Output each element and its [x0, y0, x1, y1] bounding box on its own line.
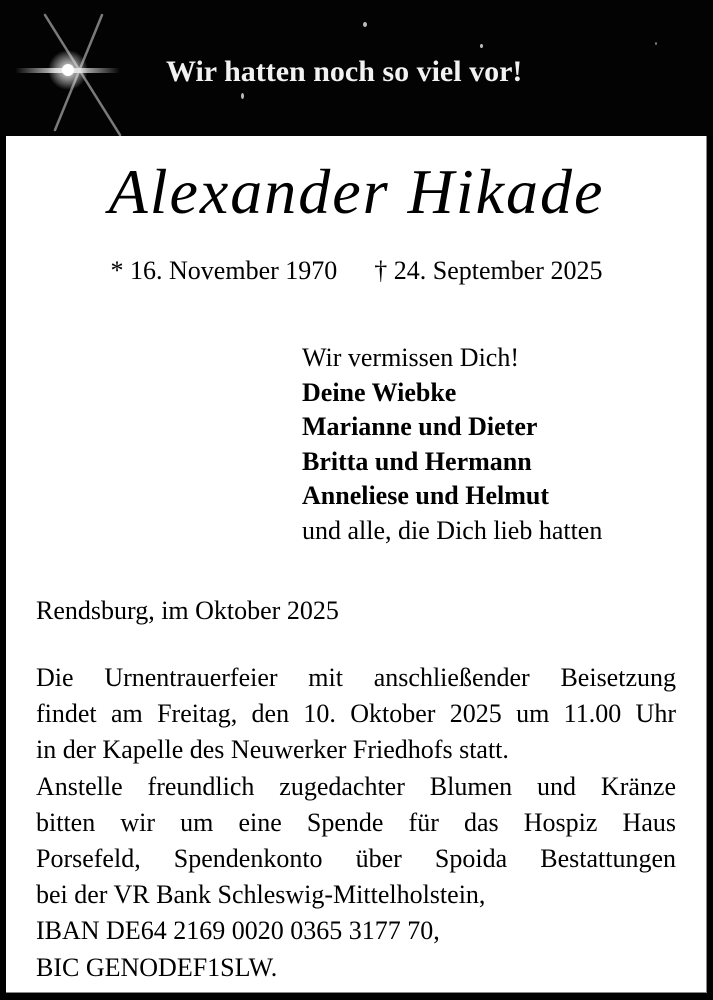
header-banner — [0, 0, 713, 136]
sparkle-star-icon — [10, 10, 150, 136]
star-dot — [241, 93, 244, 99]
star-dot — [480, 44, 483, 48]
info-line: in der Kapelle des Neuwerker Friedhofs statt. — [36, 735, 509, 765]
dagger-icon: † — [374, 256, 388, 285]
banner-title: Wir hatten noch so viel vor! — [166, 55, 523, 88]
info-line: Porsefeld, Spendenkonto über Spoida Bestattungen — [36, 844, 676, 874]
deceased-name: Alexander Hikade — [108, 156, 605, 227]
info-line: Die Urnentrauerfeier mit anschließender Beisetzung — [36, 663, 676, 692]
star-dot — [363, 22, 367, 27]
mourner-name: Anneliese und Helmut — [302, 481, 550, 510]
mourner-name: Deine Wiebke — [302, 377, 457, 407]
place-date: Rendsburg, im Oktober 2025 — [36, 596, 339, 625]
info-line: findet am Freitag, den 10. Oktober 2025 um 11.00 Uhr — [36, 699, 676, 729]
obituary-card — [6, 136, 707, 993]
mourners-closing: und alle, die Dich lieb hatten — [302, 515, 603, 545]
info-line: Anstelle freundlich zugedachter Blumen und Kränze — [36, 771, 676, 801]
info-line: bei der VR Bank Schleswig-Mittelholstein, — [36, 880, 486, 910]
info-line: bitten wir um eine Spende für das Hospiz Haus — [36, 807, 676, 837]
bic-line: BIC GENODEF1SLW. — [36, 952, 278, 982]
death-date: 24. September 2025 — [393, 256, 603, 285]
birth-symbol: * — [110, 256, 124, 285]
star-dot — [655, 42, 657, 45]
life-dates — [6, 256, 707, 286]
mourner-name: Marianne und Dieter — [302, 412, 538, 441]
mourner-name: Britta und Hermann — [302, 446, 532, 476]
mourners-block — [302, 341, 602, 548]
mourners-intro: Wir vermissen Dich! — [302, 343, 520, 372]
iban-line: IBAN DE64 2169 0020 0365 3177 70, — [36, 916, 440, 946]
birth-date: 16. November 1970 — [130, 256, 338, 285]
funeral-info — [36, 660, 676, 986]
